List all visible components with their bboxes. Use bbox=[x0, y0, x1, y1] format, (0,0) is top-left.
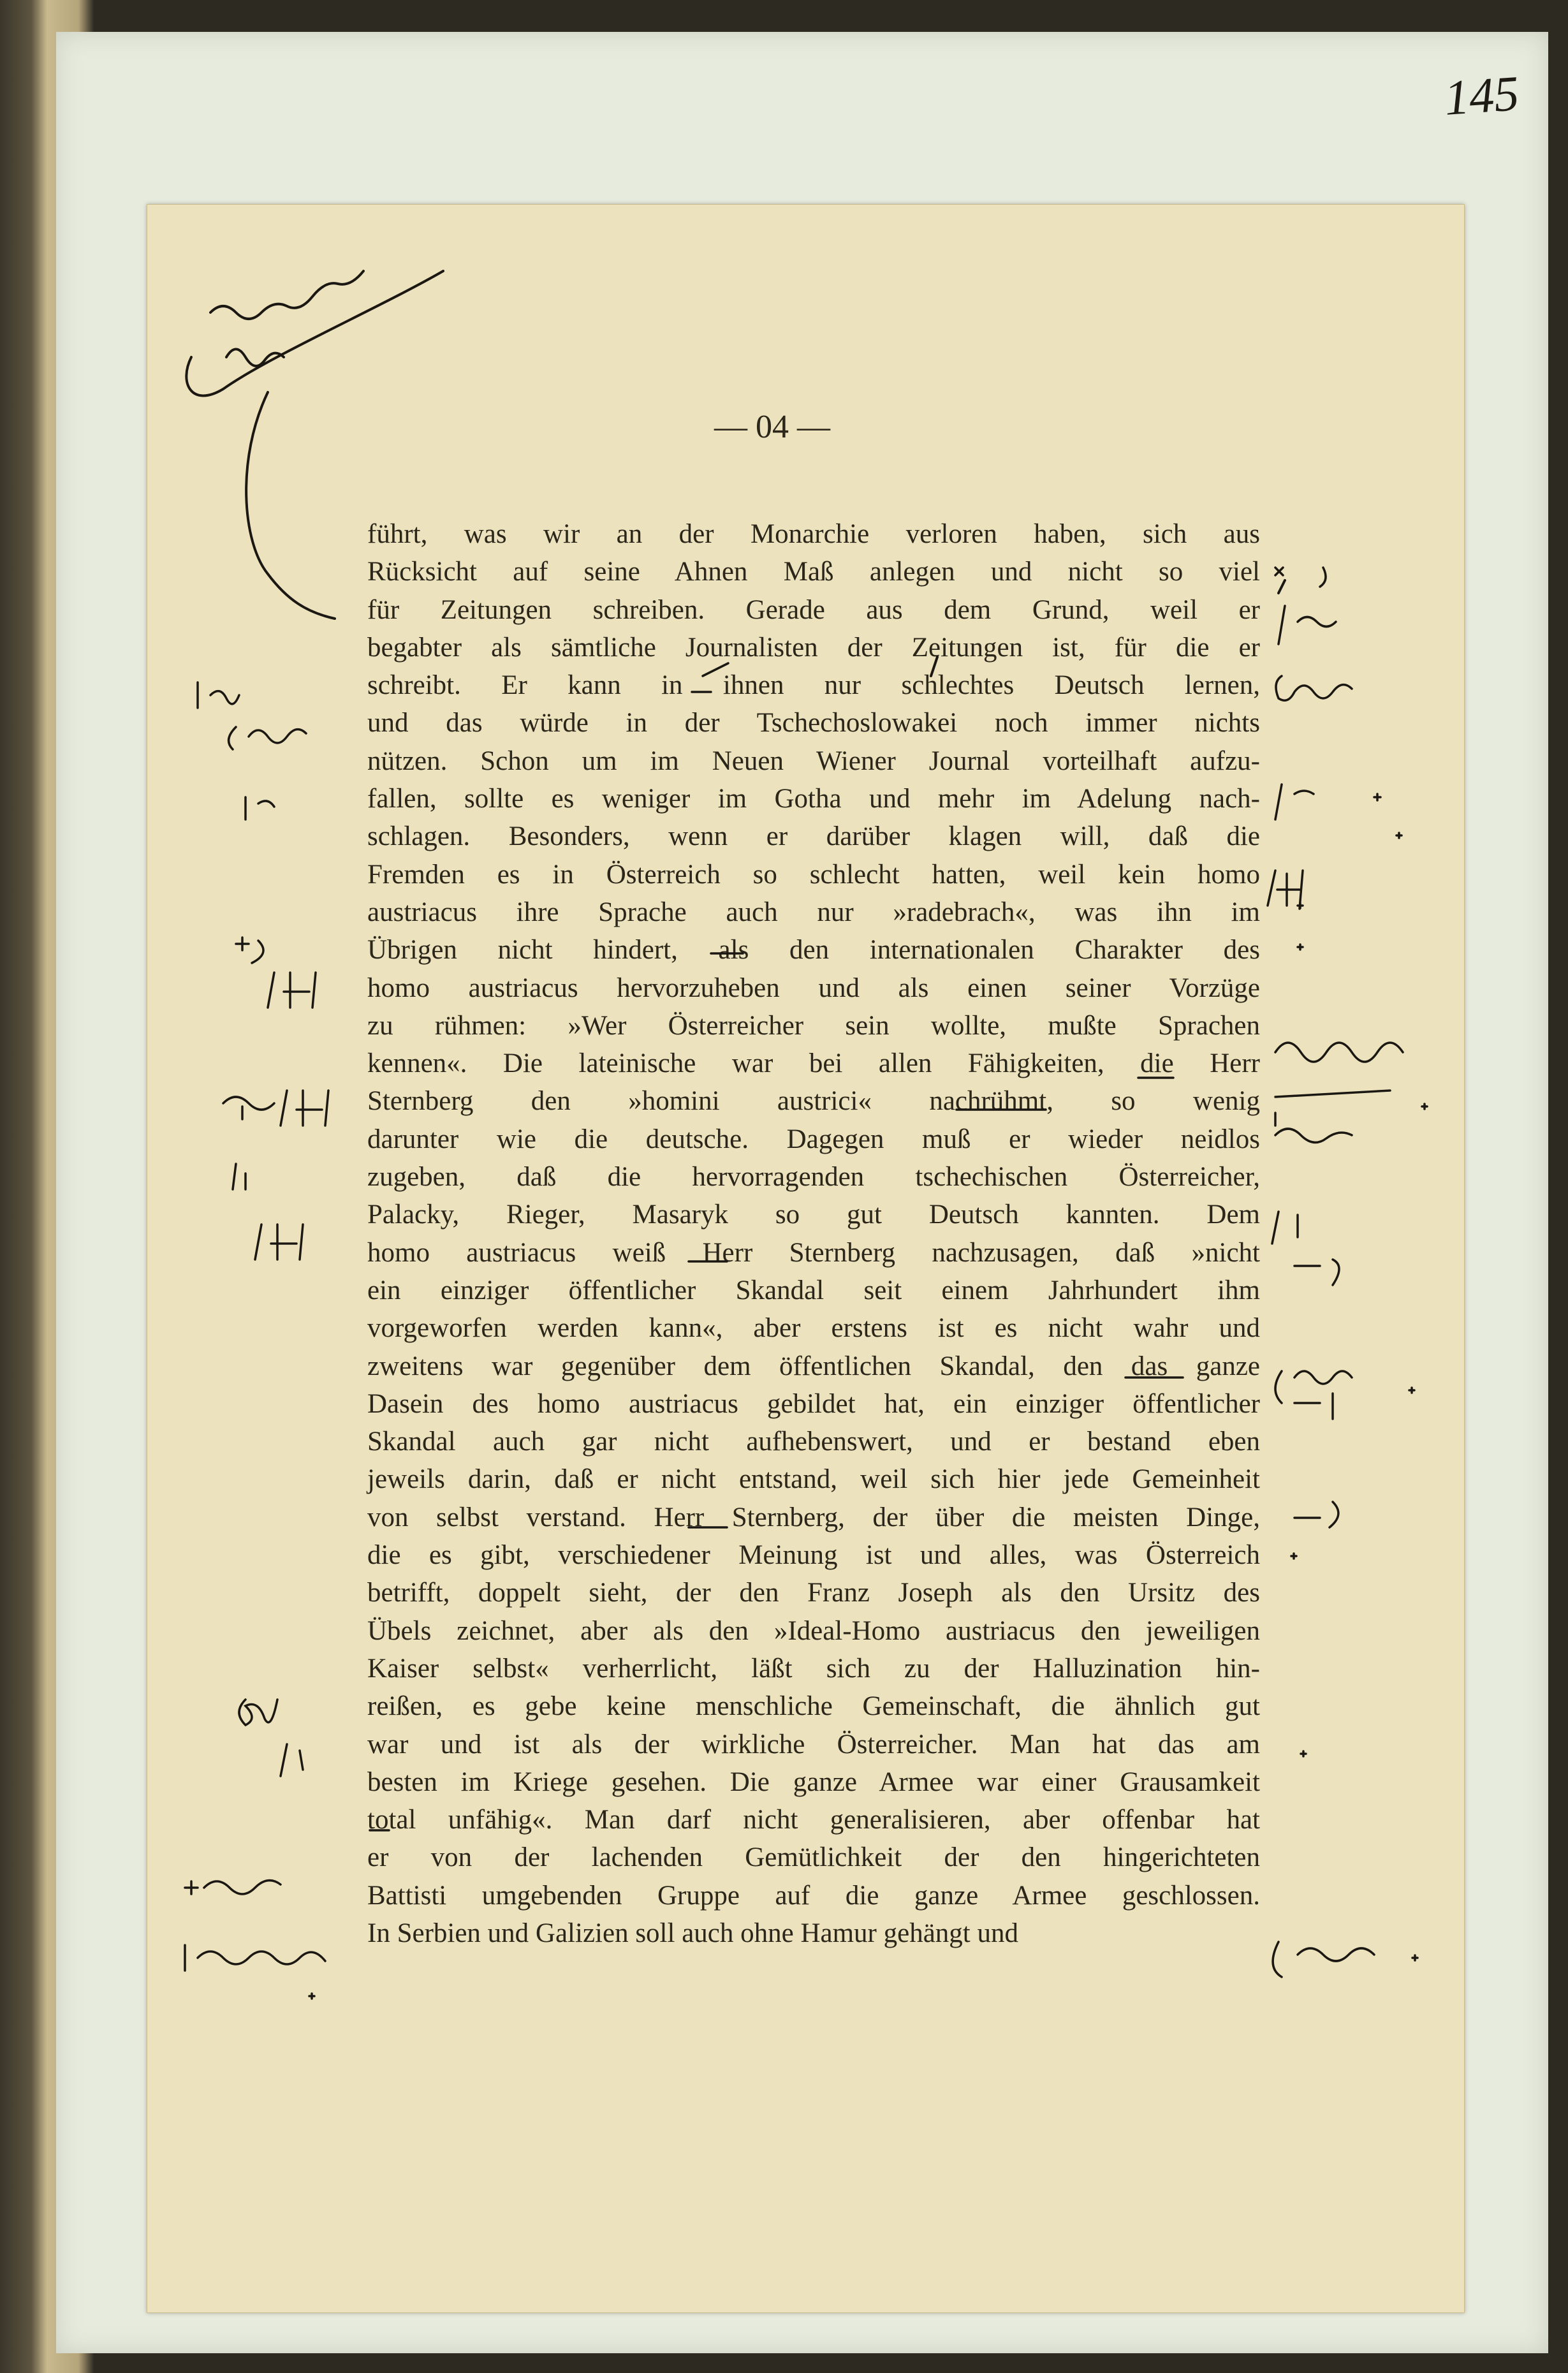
text-line: nützen. Schon um im Neuen Wiener Journal vorteilhaft aufzu- bbox=[367, 746, 1260, 776]
text-line: fallen, sollte es weniger im Gotha und mehr im Adelung nach- bbox=[367, 784, 1260, 814]
text-line: jeweils darin, daß er nicht entstand, weil sich hier jede Gemeinheit bbox=[367, 1464, 1260, 1495]
text-line: Übrigen nicht hindert, als den internationalen Charakter des bbox=[367, 935, 1260, 966]
text-line: betrifft, doppelt sieht, der den Franz Joseph als den Ursitz des bbox=[367, 1578, 1260, 1608]
text-line: Übels zeichnet, aber als den »Ideal-Homo austriacus den jeweiligen bbox=[367, 1615, 1260, 1646]
text-line: zu rühmen: »Wer Österreicher sein wollte, mußte Sprachen bbox=[367, 1010, 1260, 1041]
text-line: die es gibt, verschiedener Meinung ist und alles, was Österreich bbox=[367, 1540, 1260, 1571]
text-line: schreibt. Er kann in ihnen nur schlechtes Deutsch lernen, bbox=[367, 670, 1260, 701]
text-line: begabter als sämtliche Journalisten der Zeitungen ist, für die er bbox=[367, 632, 1260, 663]
text-line: Rücksicht auf seine Ahnen Maß anlegen und nicht so viel bbox=[367, 557, 1260, 587]
text-line: vorgeworfen werden kann«, aber erstens ist es nicht wahr und bbox=[367, 1313, 1260, 1344]
text-line: zugeben, daß die hervorragenden tschechischen Österreicher, bbox=[367, 1162, 1260, 1193]
text-line: Sternberg den »homini austrici« nachrühmt, so wenig bbox=[367, 1086, 1260, 1117]
text-line: von selbst verstand. Herr Sternberg, der über die meisten Dinge, bbox=[367, 1502, 1260, 1532]
text-line: homo austriacus hervorzuheben und als einen seiner Vorzüge bbox=[367, 973, 1260, 1003]
text-line: reißen, es gebe keine menschliche Gemeinschaft, die ähnlich gut bbox=[367, 1691, 1260, 1722]
text-line: ein einziger öffentlicher Skandal seit einem Jahrhundert ihm bbox=[367, 1275, 1260, 1305]
text-line: Fremden es in Österreich so schlecht hatten, weil kein homo bbox=[367, 859, 1260, 890]
text-line: homo austriacus weiß Herr Sternberg nachzusagen, daß »nicht bbox=[367, 1237, 1260, 1268]
text-line: darunter wie die deutsche. Dagegen muß er wieder neidlos bbox=[367, 1124, 1260, 1154]
body-text bbox=[367, 515, 1260, 1952]
text-line: Battisti umgebenden Gruppe auf die ganze Armee geschlossen. bbox=[367, 1880, 1260, 1911]
text-line: war und ist als der wirkliche Österreicher. Man hat das am bbox=[367, 1729, 1260, 1760]
text-line: Kaiser selbst« verherrlicht, läßt sich zu der Halluzination hin- bbox=[367, 1653, 1260, 1684]
text-line: schlagen. Besonders, wenn er darüber klagen will, daß die bbox=[367, 821, 1260, 852]
text-line: besten im Kriege gesehen. Die ganze Armee war einer Grausamkeit bbox=[367, 1767, 1260, 1797]
text-line: austriacus ihre Sprache auch nur »radebrach«, was ihn im bbox=[367, 897, 1260, 927]
text-line: total unfähig«. Man darf nicht generalisieren, aber offenbar hat bbox=[367, 1805, 1260, 1835]
text-line: führt, was wir an der Monarchie verloren haben, sich aus bbox=[367, 519, 1260, 549]
text-line: für Zeitungen schreiben. Gerade aus dem Grund, weil er bbox=[367, 594, 1260, 625]
folio-number: 145 bbox=[1442, 65, 1521, 126]
text-line: Dasein des homo austriacus gebildet hat, ein einziger öffentlicher bbox=[367, 1388, 1260, 1419]
text-line: In Serbien und Galizien soll auch ohne Hamur gehängt und bbox=[367, 1918, 1018, 1948]
text-line: und das würde in der Tschechoslowakei noch immer nichts bbox=[367, 708, 1260, 738]
page-header: — 04 — bbox=[714, 409, 830, 445]
text-line: kennen«. Die lateinische war bei allen Fähigkeiten, die Herr bbox=[367, 1048, 1260, 1079]
text-line: Skandal auch gar nicht aufhebenswert, und er bestand eben bbox=[367, 1427, 1260, 1457]
text-line: er von der lachenden Gemütlichkeit der den hingerichteten bbox=[367, 1842, 1260, 1873]
text-line: Palacky, Rieger, Masaryk so gut Deutsch kannten. Dem bbox=[367, 1200, 1260, 1230]
text-line: zweitens war gegenüber dem öffentlichen Skandal, den das ganze bbox=[367, 1351, 1260, 1381]
